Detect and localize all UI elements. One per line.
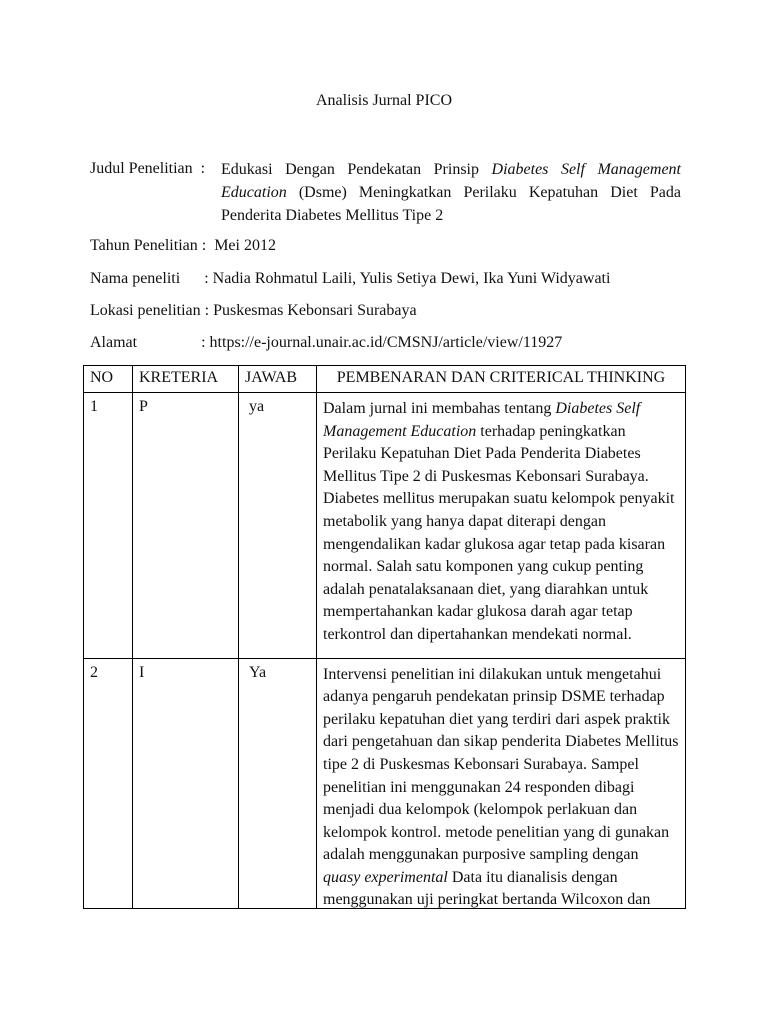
judul-label: Judul Penelitian : [90,160,210,177]
judul-post: (Dsme) Meningkatkan Perilaku Kepatuhan Diet Pada Penderita Diabetes Mellitus Tipe 2 [221,184,681,224]
row-reason: Dalam jurnal ini membahas tentang Diabetes Self Management Education terhadap peningkatkan Perilaku Kepatuhan Diet Pada Penderita Diabetes Mellitus Tipe 2 di Puskesmas Kebonsari Surabaya. Diabetes mellitus merupakan suatu kelompok penyakit metabolik yang hanya dapat diterapi dengan mengendalikan kadar glukosa agar tetap pada kisaran normal. Salah satu komponen yang cukup penting adalah penatalaksanaan diet, yang diarahkan untuk mempertahankan kadar glukosa darah agar tetap terkontrol dan dipertahankan mendekati normal. [317,393,686,659]
reason-italic: quasy experimental [323,868,448,886]
lokasi-label: Lokasi penelitian : Puskesmas Kebonsari Surabaya [90,302,417,319]
judul-value [221,158,681,227]
nama-label: Nama peneliti : Nadia Rohmatul Laili, Yulis Setiya Dewi, Ika Yuni Widyawati [90,270,611,287]
header-jawab: JAWAB [239,366,317,393]
row-jawab: Ya [239,658,317,908]
row-reason [317,658,686,908]
table-row [84,658,686,908]
tahun-value: Mei 2012 [214,237,276,254]
header-kreteria: KRETERIA [133,366,239,393]
page-title: Analisis Jurnal PICO [316,92,452,109]
row-kreteria: I [133,658,239,908]
table-row [84,393,686,659]
nama-value: Nadia Rohmatul Laili, Yulis Setiya Dewi, Ika Yuni Widyawati [212,270,611,287]
judul-pre: Edukasi Dengan Pendekatan Prinsip [221,161,492,178]
reason-clipped: Intervensi penelitian ini dilakukan untuk mengetahui adanya pengaruh pendekatan prinsip DSME terhadap perilaku kepatuhan diet yang terdiri dari aspek praktik dari pengetahuan dan sikap penderita Diabetes Mellitus tipe 2 di Puskesmas Kebonsari Surabaya. Sampel penelitian ini menggunakan 24 responden dibagi menjadi dua kelompok (kelompok perlakuan dan kelompok kontrol. metode penelitian yang di gunakan adalah menggunakan purposive sampling dengan quasy experimental Data itu dianalisis dengan menggunakan uji peringkat bertanda Wilcoxon dan [323,665,679,908]
pico-table [83,365,686,909]
header-no: NO [84,366,133,393]
alamat-value[interactable]: https://e-journal.unair.ac.id/CMSNJ/article/view/11927 [209,334,563,351]
reason-italic: Diabetes Self Management Education [323,400,641,440]
alamat-label: Alamat : https://e-journal.unair.ac.id/CMSNJ/article/view/11927 [90,334,563,351]
row-no: 1 [84,393,133,659]
row-jawab: ya [239,393,317,659]
table-header-row [84,366,686,393]
row-kreteria: P [133,393,239,659]
tahun-label: Tahun Penelitian : Mei 2012 [90,237,276,254]
row-no: 2 [84,658,133,908]
header-pembenaran: PEMBENARAN DAN CRITERICAL THINKING [317,366,686,393]
lokasi-value: Puskesmas Kebonsari Surabaya [213,302,417,319]
judul-italic: Diabetes Self Management Education [221,161,681,201]
